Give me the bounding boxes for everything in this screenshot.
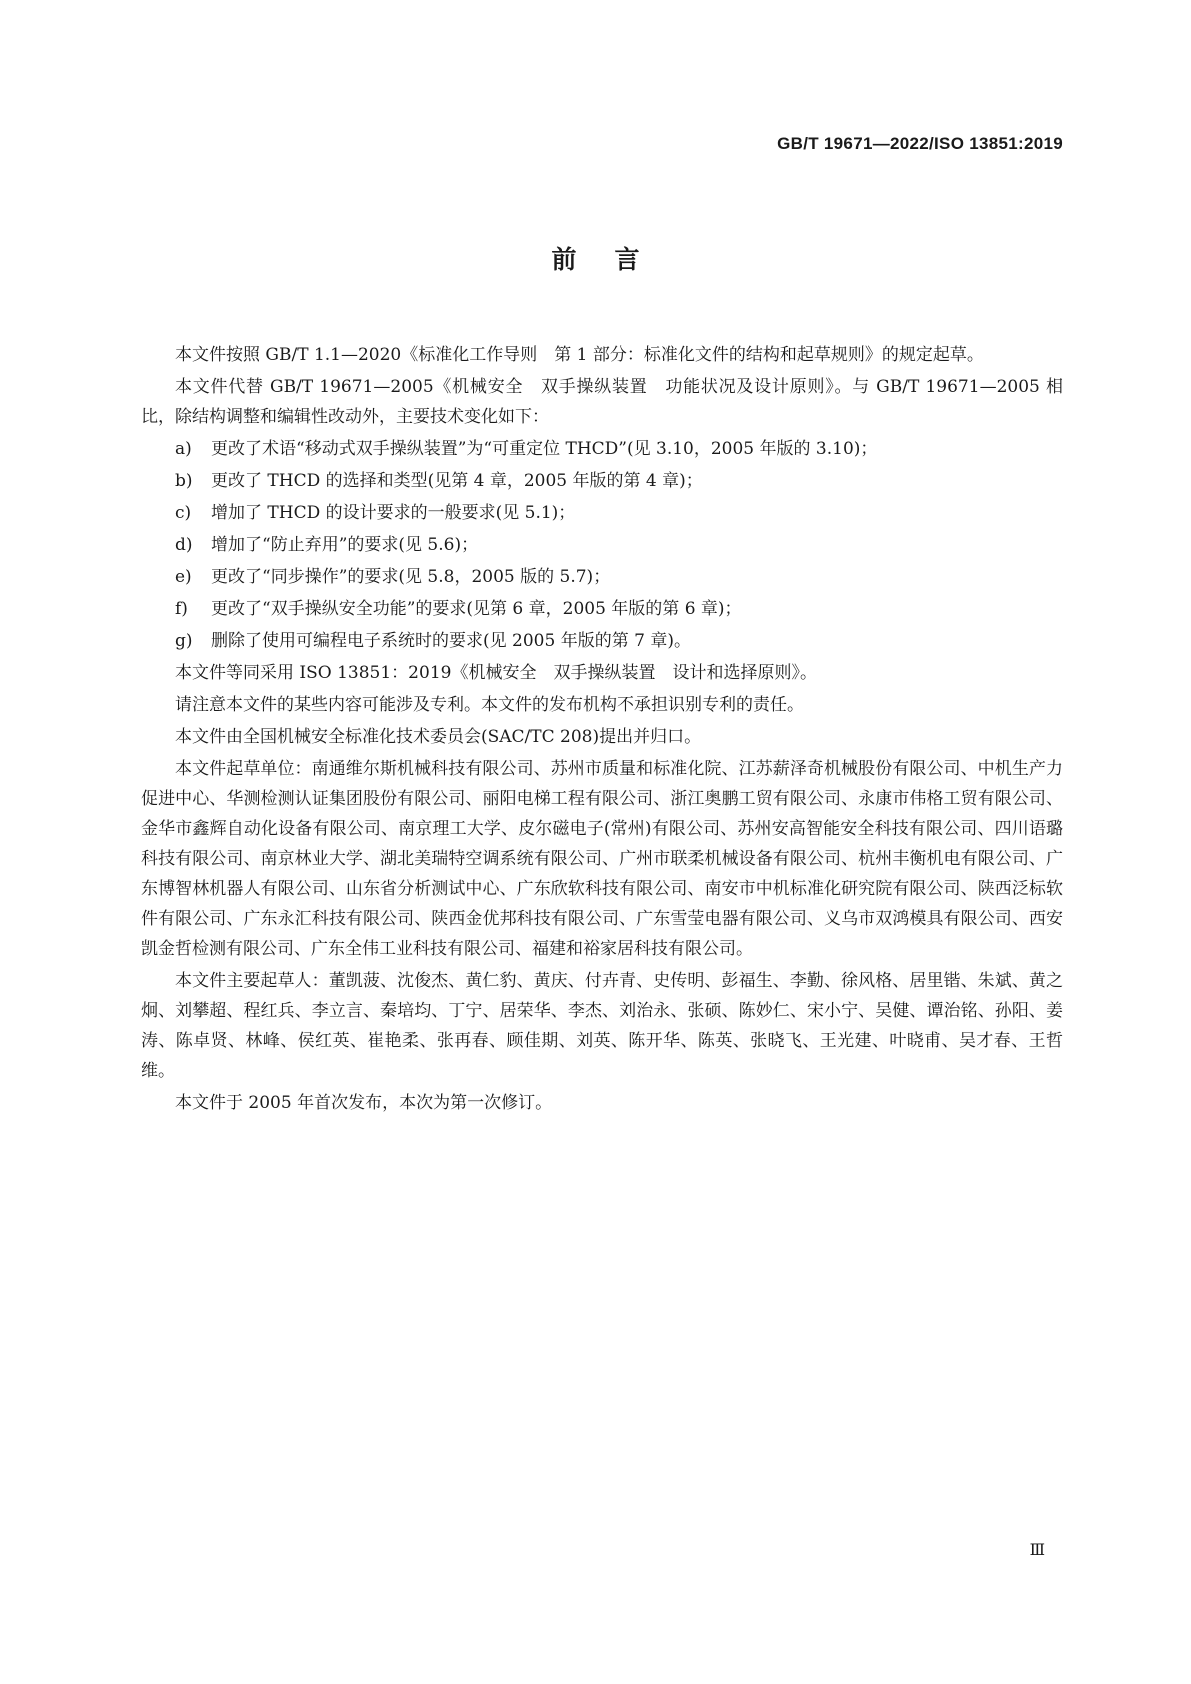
list-item	[141, 530, 1063, 560]
list-item-text: 增加了“防止弃用”的要求(见 5.6)；	[211, 535, 479, 555]
foreword-body	[141, 340, 1063, 1120]
list-item	[141, 626, 1063, 656]
list-marker: d)	[175, 535, 193, 555]
paragraph-committee: 本文件由全国机械安全标准化技术委员会(SAC/TC 208)提出并归口。	[175, 727, 702, 747]
paragraph-drafting-units: 本文件起草单位：南通维尔斯机械科技有限公司、苏州市质量和标准化院、江苏薪泽奇机械股份有限公司、中机生产力促进中心、华测检测认证集团股份有限公司、丽阳电梯工程有限公司、浙江奥鹏工贸有限公司、永康市伟格工贸有限公司、金华市鑫辉自动化设备有限公司、南京理工大学、皮尔磁电子(常州)有限公司、苏州安高智能安全科技有限公司、四川语璐科技有限公司、南京林业大学、湖北美瑞特空调系统有限公司、广州市联柔机械设备有限公司、杭州丰衡机电有限公司、广东博智林机器人有限公司、山东省分析测试中心、广东欣软科技有限公司、南安市中机标准化研究院有限公司、陕西泛标软件有限公司、广东永汇科技有限公司、陕西金优邦科技有限公司、广东雪莹电器有限公司、义乌市双鸿模具有限公司、西安凯金哲检测有限公司、广东全伟工业科技有限公司、福建和裕家居科技有限公司。	[141, 759, 1063, 959]
paragraph-iso-adoption: 本文件等同采用 ISO 13851：2019《机械安全 双手操纵装置 设计和选择原则》。	[175, 663, 817, 683]
changes-list	[141, 434, 1063, 656]
list-item-text: 增加了 THCD 的设计要求的一般要求(见 5.1)；	[211, 503, 576, 523]
paragraph-replaces: 本文件代替 GB/T 19671—2005《机械安全 双手操纵装置 功能状况及设计原则》。与 GB/T 19671—2005 相比，除结构调整和编辑性改动外，主要技术变化如下：	[141, 377, 1063, 427]
list-item-text: 更改了术语“移动式双手操纵装置”为“可重定位 THCD”(见 3.10，2005 年版的 3.10)；	[211, 439, 878, 459]
list-item-text: 删除了使用可编程电子系统时的要求(见 2005 年版的第 7 章)。	[211, 631, 691, 651]
list-item	[141, 434, 1063, 464]
page-number: Ⅲ	[1029, 1540, 1045, 1559]
paragraph-publication-history: 本文件于 2005 年首次发布，本次为第一次修订。	[175, 1093, 553, 1113]
list-item	[141, 466, 1063, 496]
list-item	[141, 498, 1063, 528]
list-marker: b)	[175, 471, 193, 491]
list-marker: f)	[175, 599, 188, 619]
paragraph-drafters: 本文件主要起草人：董凯菠、沈俊杰、黄仁豹、黄庆、付卉青、史传明、彭福生、李勤、徐风格、居里锴、朱斌、黄之炯、刘攀超、程红兵、李立言、秦培均、丁宁、居荣华、李杰、刘治永、张硕、陈妙仁、宋小宁、吴健、谭治铭、孙阳、姜涛、陈卓贤、林峰、侯红英、崔艳柔、张再春、顾佳期、刘英、陈开华、陈英、张晓飞、王光建、叶晓甫、吴才春、王哲维。	[141, 971, 1063, 1081]
list-marker: c)	[175, 503, 192, 523]
list-item-text: 更改了“双手操纵安全功能”的要求(见第 6 章，2005 年版的第 6 章)；	[211, 599, 742, 619]
paragraph-drafting-rules: 本文件按照 GB/T 1.1—2020《标准化工作导则 第 1 部分：标准化文件的结构和起草规则》的规定起草。	[175, 345, 984, 365]
list-item-text: 更改了“同步操作”的要求(见 5.8，2005 版的 5.7)；	[211, 567, 611, 587]
list-item	[141, 594, 1063, 624]
list-item	[141, 562, 1063, 592]
list-marker: a)	[175, 439, 192, 459]
list-marker: e)	[175, 567, 192, 587]
page-title: 前言	[551, 245, 678, 274]
standard-number-header: GB/T 19671—2022/ISO 13851:2019	[777, 134, 1063, 153]
paragraph-patent-notice: 请注意本文件的某些内容可能涉及专利。本文件的发布机构不承担识别专利的责任。	[175, 695, 804, 715]
list-marker: g)	[175, 631, 193, 651]
list-item-text: 更改了 THCD 的选择和类型(见第 4 章，2005 年版的第 4 章)；	[211, 471, 703, 491]
